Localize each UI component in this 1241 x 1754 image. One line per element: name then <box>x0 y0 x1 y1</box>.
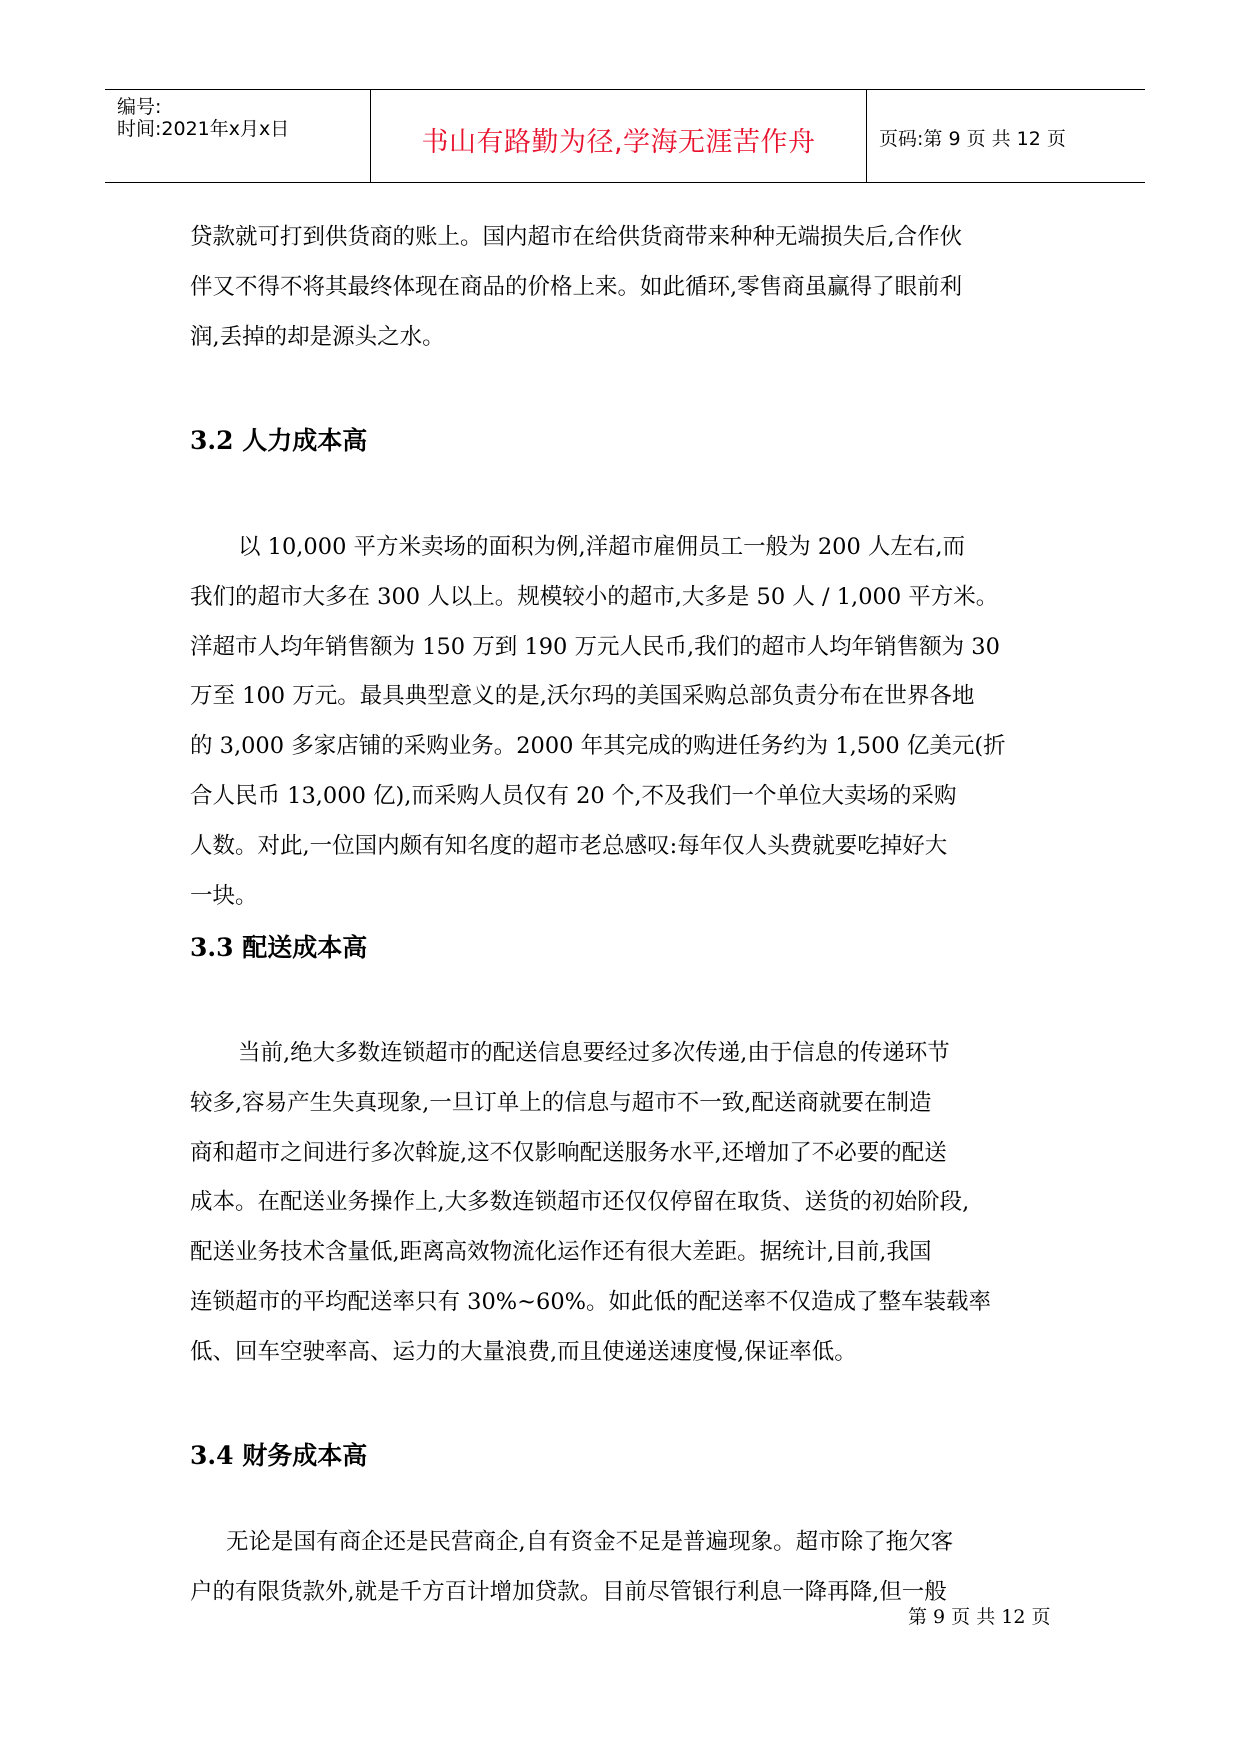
header-middle-cell <box>371 90 867 182</box>
continuation-paragraph <box>190 213 1062 362</box>
section-3-3-paragraph <box>190 1029 1062 1378</box>
text-line: 户的有限货款外,就是千方百计增加贷款。目前尽管银行利息一降再降,但一般 <box>190 1578 947 1605</box>
text-line: 洋超市人均年销售额为 150 万到 190 万元人民币,我们的超市人均年销售额为 30 <box>190 633 1000 660</box>
section-heading-3-4: 3.4 财务成本高 <box>190 1441 368 1470</box>
header-motto: 书山有路勤为径,学海无涯苦作舟 <box>421 127 816 158</box>
section-heading-3-2: 3.2 人力成本高 <box>190 426 368 455</box>
text-line: 伴又不得不将其最终体现在商品的价格上来。如此循环,零售商虽赢得了眼前利 <box>190 273 963 300</box>
doc-time-label: 时间:2021年x月x日 <box>117 118 290 140</box>
text-line: 的 3,000 多家店铺的采购业务。2000 年其完成的购进任务约为 1,500 亿美元(折 <box>190 733 1006 760</box>
header-page-label: 页码:第 9 页 共 12 页 <box>879 128 1066 150</box>
text-line: 当前,绝大多数连锁超市的配送信息要经过多次传递,由于信息的传递环节 <box>238 1040 950 1066</box>
text-line: 以 10,000 平方米卖场的面积为例,洋超市雇佣员工一般为 200 人左右,而 <box>238 534 966 560</box>
text-line: 合人民币 13,000 亿),而采购人员仅有 20 个,不及我们一个单位大卖场的采购 <box>190 782 957 809</box>
text-line: 人数。对此,一位国内颇有知名度的超市老总感叹:每年仅人头费就要吃掉好大 <box>190 832 948 859</box>
doc-number-label: 编号: <box>117 96 162 118</box>
text-line: 润,丢掉的却是源头之水。 <box>190 323 445 350</box>
text-line: 贷款就可打到供货商的账上。国内超市在给供货商带来种种无端损失后,合作伙 <box>190 224 963 250</box>
text-line: 连锁超市的平均配送率只有 30%~60%。如此低的配送率不仅造成了整车装载率 <box>190 1288 992 1315</box>
page-header <box>105 89 1145 183</box>
text-line: 成本。在配送业务操作上,大多数连锁超市还仅仅停留在取货、送货的初始阶段, <box>190 1189 970 1216</box>
text-line: 万至 100 万元。最具典型意义的是,沃尔玛的美国采购总部负责分布在世界各地 <box>190 683 975 710</box>
text-line: 配送业务技术含量低,距离高效物流化运作还有很大差距。据统计,目前,我国 <box>190 1239 932 1266</box>
header-right-cell <box>867 90 1145 182</box>
text-line: 较多,容易产生失真现象,一旦订单上的信息与超市不一致,配送商就要在制造 <box>190 1089 932 1116</box>
section-3-2-paragraph <box>190 523 1062 921</box>
section-heading-3-3: 3.3 配送成本高 <box>190 933 368 962</box>
header-left-cell <box>105 90 371 182</box>
page-footer-number: 第 9 页 共 12 页 <box>908 1606 1051 1628</box>
text-line: 低、回车空驶率高、运力的大量浪费,而且使递送速度慢,保证率低。 <box>190 1338 857 1365</box>
text-line: 一块。 <box>190 882 258 909</box>
text-line: 我们的超市大多在 300 人以上。规模较小的超市,大多是 50 人 / 1,000 平方米。 <box>190 583 999 610</box>
text-line: 无论是国有商企还是民营商企,自有资金不足是普遍现象。超市除了拖欠客 <box>226 1529 954 1555</box>
text-line: 商和超市之间进行多次斡旋,这不仅影响配送服务水平,还增加了不必要的配送 <box>190 1139 947 1166</box>
